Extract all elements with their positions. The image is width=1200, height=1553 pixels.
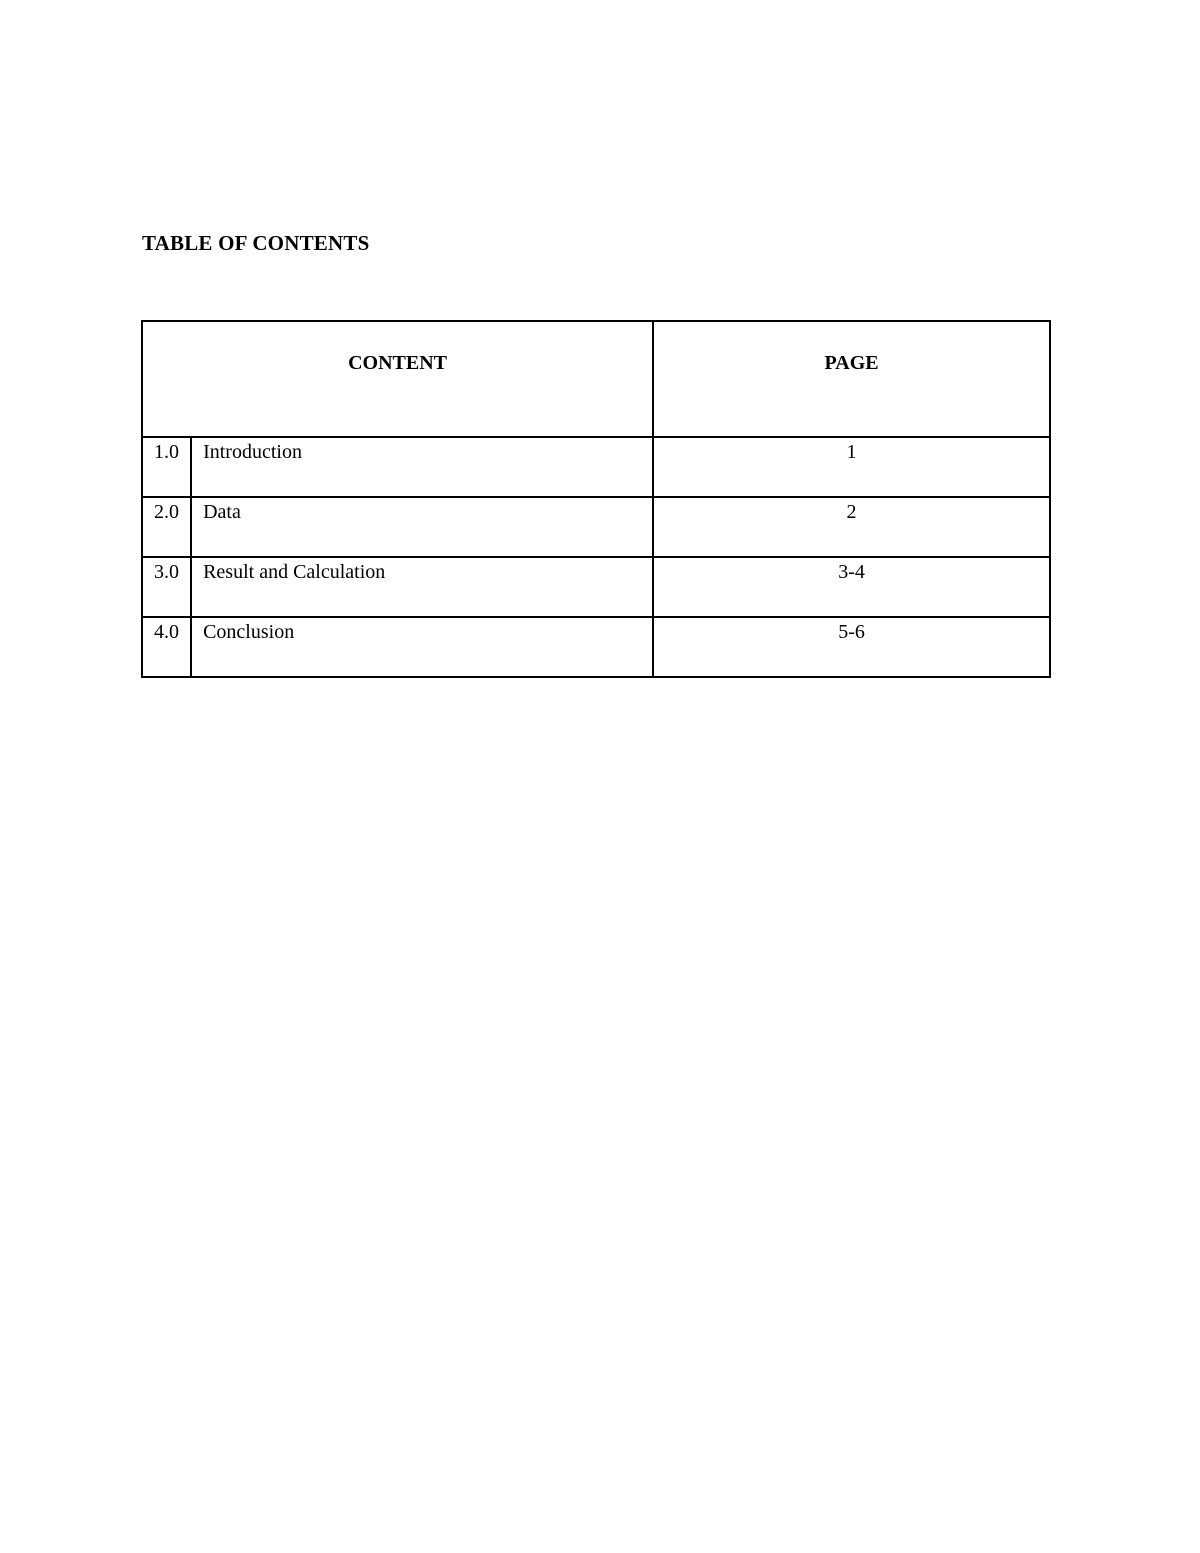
section-title: Conclusion (191, 617, 653, 677)
content-column-header: CONTENT (142, 321, 653, 437)
section-number: 4.0 (142, 617, 191, 677)
table-row (142, 617, 1050, 677)
section-number: 1.0 (142, 437, 191, 497)
section-page: 5-6 (653, 617, 1050, 677)
table-row (142, 437, 1050, 497)
section-title: Data (191, 497, 653, 557)
page-column-header: PAGE (653, 321, 1050, 437)
table-of-contents (141, 320, 1051, 678)
page-title: TABLE OF CONTENTS (142, 231, 370, 255)
section-number: 2.0 (142, 497, 191, 557)
table-row (142, 557, 1050, 617)
section-page: 3-4 (653, 557, 1050, 617)
section-number: 3.0 (142, 557, 191, 617)
section-page: 2 (653, 497, 1050, 557)
table-row (142, 497, 1050, 557)
section-page: 1 (653, 437, 1050, 497)
table-header-row (142, 321, 1050, 437)
section-title: Introduction (191, 437, 653, 497)
section-title: Result and Calculation (191, 557, 653, 617)
